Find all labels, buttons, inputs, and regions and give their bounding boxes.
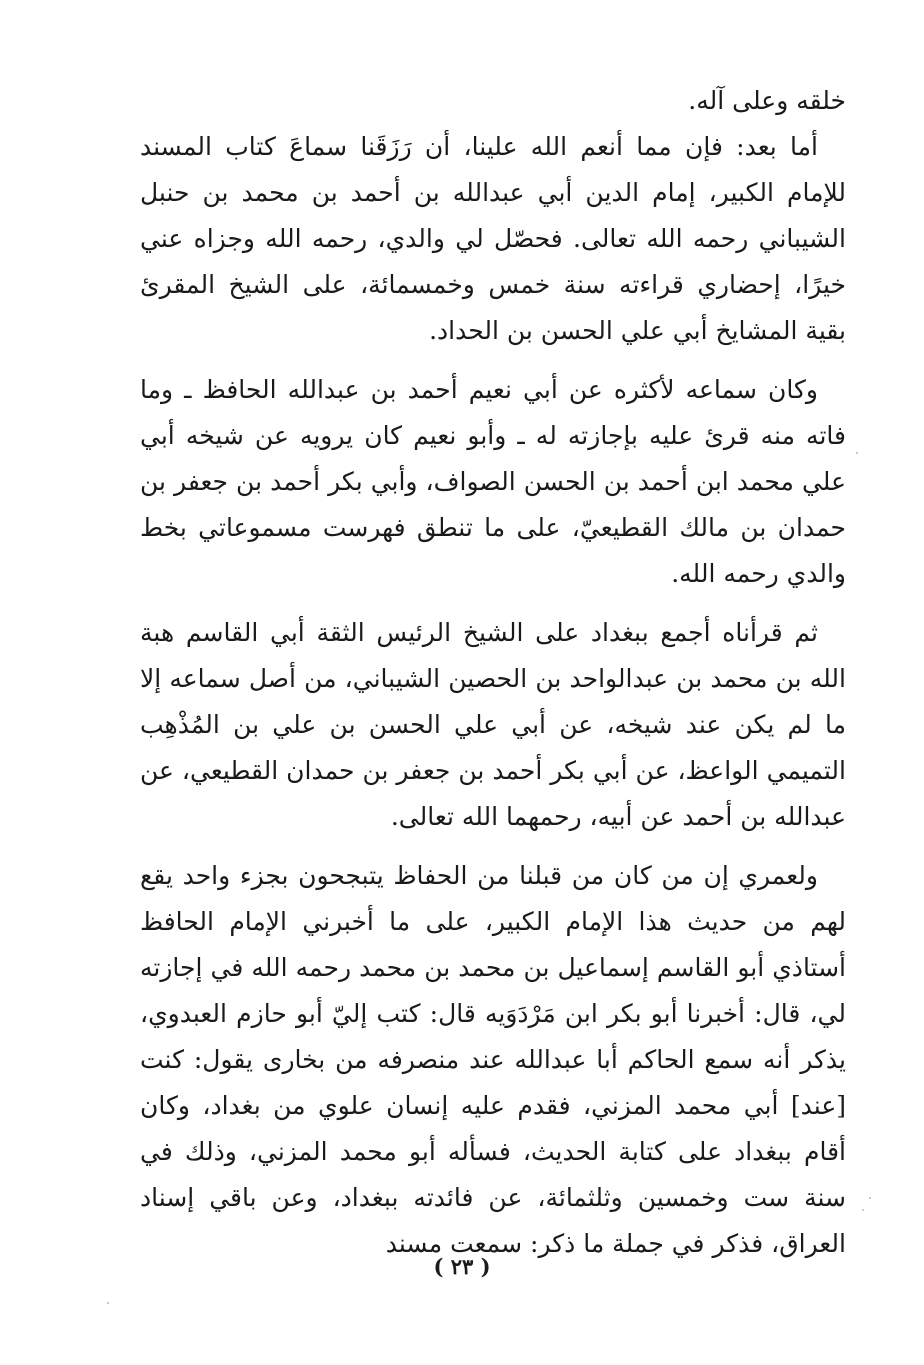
scan-speck: [869, 1197, 871, 1199]
paragraph-huffaz-account: ولعمري إن من كان من قبلنا من الحفاظ يتبجحون بجزء واحد يقع لهم من حديث هذا الإمام الكبير، على ما أخبرني الإمام الحافظ أستاذي أبو القاسم إسماعيل بن محمد بن محمد رحمه الله في إجازته لي، قال: أخبرنا أبو بكر ابن مَرْدَوَيه قال: كتب إليّ أبو حازم العبدوي، يذكر أنه سمع الحاكم أبا عبدالله عند منصرفه من بخارى يقول: كنت [عند] أبي محمد المزني، فقدم عليه إنسان علوي من بغداد، وكان أقام ببغداد على كتابة الحديث، فسأله أبو محمد المزني، وذلك في سنة ست وخمسين وثلثمائة، عن فائدته ببغداد، وعن باقي إسناد العراق، فذكر في جملة ما ذكر: سمعت مسند: [140, 861, 846, 1258]
paragraph-abu-nuaym-chain: وكان سماعه لأكثره عن أبي نعيم أحمد بن عبدالله الحافظ ـ وما فاته منه قرئ عليه بإجازته له ـ وأبو نعيم كان يرويه عن شيخه أبي علي محمد ابن أحمد بن الحسن الصواف، وأبي بكر أحمد بن جعفر بن حمدان بن مالك القطيعيّ، على ما تنطق فهرست مسموعاتي بخط والدي رحمه الله.: [140, 375, 846, 588]
page-number: ( ٢٣ ): [433, 1254, 491, 1279]
paragraph-introduction: أما بعد: فإن مما أنعم الله علينا، أن رَزَقَنا سماعَ كتاب المسند للإمام الكبير، إمام الدين أبي عبدالله بن أحمد بن محمد بن حنبل الشيباني رحمه الله تعالى. فحصّل لي والدي، رحمه الله وجزاه عني خيرًا، إحضاري قراءته سنة خمس وخمسمائة، على الشيخ المقرئ بقية المشايخ أبي علي الحسن بن الحداد.: [140, 132, 846, 345]
scan-speck: [856, 452, 858, 454]
body-text: [140, 78, 846, 1267]
scan-speck: [107, 1302, 109, 1304]
scan-speck: [862, 1209, 864, 1211]
paragraph-baghdad-reading: ثم قرأناه أجمع ببغداد على الشيخ الرئيس الثقة أبي القاسم هبة الله بن محمد بن عبدالواحد بن الحصين الشيباني، من أصل سماعه إلا ما لم يكن عند شيخه، عن أبي علي الحسن بن علي بن المُذْهِب التميمي الواعظ، عن أبي بكر أحمد بن جعفر بن حمدان القطيعي، عن عبدالله بن أحمد عن أبيه، رحمهما الله تعالى.: [140, 618, 846, 831]
paragraph-continuation: خلقه وعلى آله.: [688, 86, 846, 115]
